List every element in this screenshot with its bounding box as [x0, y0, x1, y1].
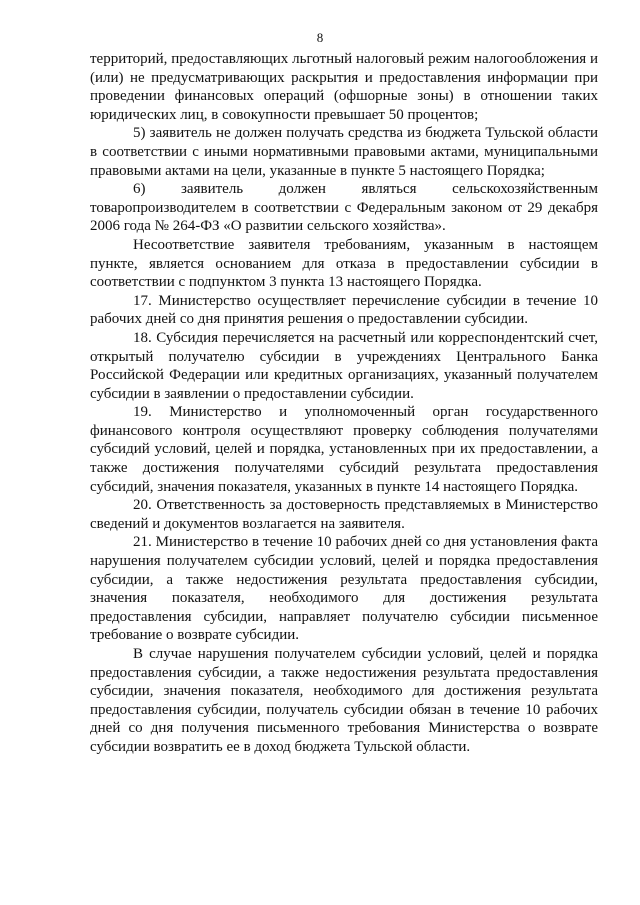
- paragraph-noncompliance: Несоответствие заявителя требованиям, указанным в настоящем пункте, является основанием для отказа в предоставлении субсидии в соответствии с подпунктом 3 пункта 13 настоящего Порядка.: [90, 236, 598, 291]
- paragraph-21: 21. Министерство в течение 10 рабочих дней со дня установления факта нарушения получателем субсидии условий, целей и порядка предоставления субсидии, а также недостижения результата предоставления субсидии, значения показателя, необходимого для достижения результата предоставления субсидии, направляет получателю субсидии письменное требование о возврате субсидии.: [90, 534, 598, 644]
- paragraph-20: 20. Ответственность за достоверность представляемых в Министерство сведений и документов возлагается на заявителя.: [90, 497, 598, 532]
- paragraph-item-6: 6) заявитель должен являться сельскохозяйственным товаропроизводителем в соответствии с Федеральным законом от 29 декабря 2006 года № 264-ФЗ «О развитии сельского хозяйства».: [90, 181, 598, 235]
- paragraph-continuation: территорий, предоставляющих льготный налоговый режим налогообложения и (или) не предусматривающих раскрытия и предоставления информации при проведении финансовых операций (офшорные зоны) в отношении таких юридических лиц, в совокупности превышает 50 процентов;: [90, 51, 598, 123]
- paragraph-refund: В случае нарушения получателем субсидии условий, целей и порядка предоставления субсидии, а также недостижения результата предоставления субсидии, значения показателя, необходимого для достижения результата предоставления субсидии, получатель субсидии обязан в течение 10 рабочих дней со дня получения письменного требования Министерства о возврате субсидии возвратить ее в доход бюджета Тульской области.: [90, 646, 598, 755]
- document-body: [90, 50, 598, 757]
- page-number: 8: [316, 30, 324, 45]
- paragraph-item-5: 5) заявитель не должен получать средства из бюджета Тульской области в соответствии с иными нормативными правовыми актами, муниципальными правовыми актами на цели, указанные в пункте 5 настоящего Порядка;: [90, 125, 598, 179]
- paragraph-18: 18. Субсидия перечисляется на расчетный или корреспондентский счет, открытый получателю субсидии в учреждениях Центрального Банка Российской Федерации или кредитных организациях, указанный получателем субсидии в заявлении о предоставлении субсидии.: [90, 329, 598, 402]
- paragraph-17: 17. Министерство осуществляет перечисление субсидии в течение 10 рабочих дней со дня принятия решения о предоставлении субсидии.: [90, 292, 598, 328]
- paragraph-19: 19. Министерство и уполномоченный орган государственного финансового контроля осуществляют проверку соблюдения получателями субсидий условий, целей и порядка, установленных при их предоставлении, а также достижения получателями субсидий результата предоставления субсидий, значения показателя, указанных в пункте 14 настоящего Порядка.: [90, 404, 598, 495]
